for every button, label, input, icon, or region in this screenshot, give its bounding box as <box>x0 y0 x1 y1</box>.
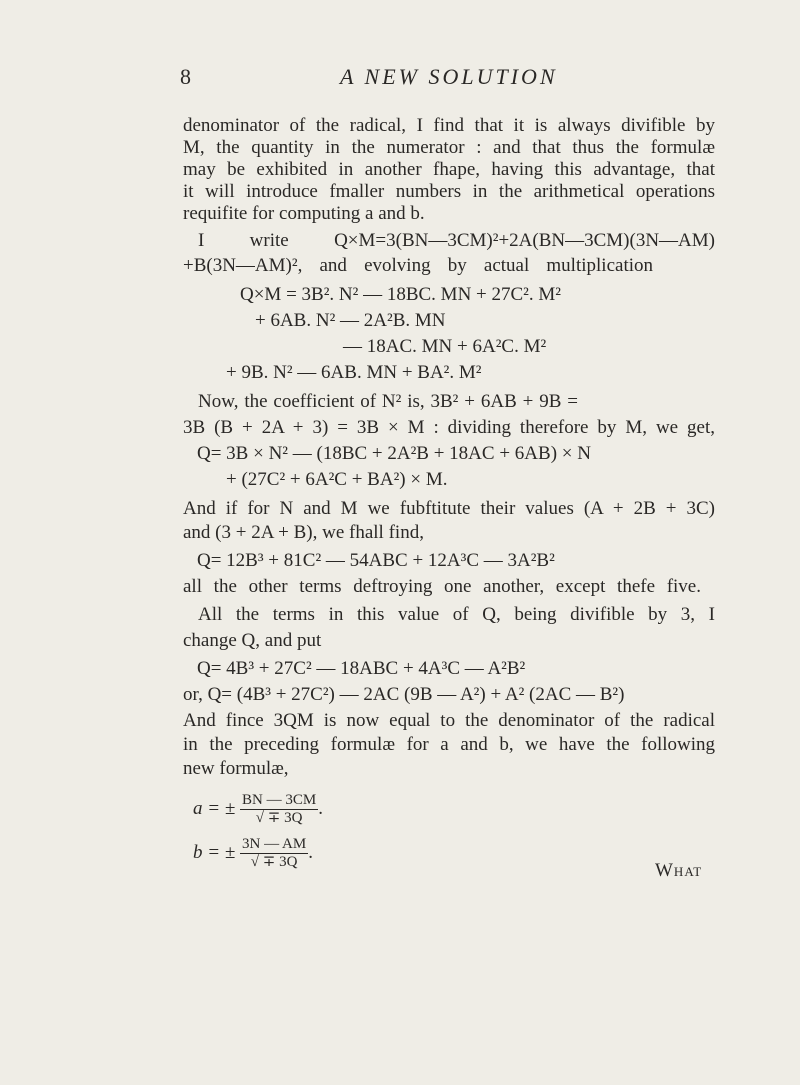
equation-line: + 9B. N² — 6AB. MN + BA². M² <box>226 362 482 383</box>
formula-b-fraction <box>240 836 308 871</box>
running-title: A NEW SOLUTION <box>340 64 558 89</box>
text-line: I write Q×M=3(BN—3CM)²+2A(BN—3CM)(3N—AM) <box>198 230 715 251</box>
formula-a-denominator: √ ∓ 3Q <box>255 810 303 826</box>
text-line: new formulæ, <box>183 758 289 779</box>
text-line: All the terms in this value of Q, being divifible by 3, I <box>198 604 715 625</box>
formula-a-numerator: BN — 3CM <box>242 792 317 808</box>
page-header <box>180 64 720 94</box>
text-line: change Q, and put <box>183 630 322 651</box>
formula-b-lhs: b = ± <box>193 841 236 863</box>
text-line: denominator of the radical, I find that it is always divifible by <box>183 115 715 136</box>
formula-a-fraction <box>240 792 318 827</box>
text-line: 3B (B + 2A + 3) = 3B × M : dividing therefore by M, we get, <box>183 417 715 438</box>
formula-a <box>193 792 323 827</box>
text-line: +B(3N—AM)², and evolving by actual multiplication <box>183 255 653 276</box>
formula-b-denominator: √ ∓ 3Q <box>250 854 298 870</box>
text-line: Now, the coefficient of N² is, 3B² + 6AB + 9B = <box>198 391 578 412</box>
text-line: all the other terms deftroying one another, except thefe five. <box>183 576 701 597</box>
formula-b-numerator: 3N — AM <box>242 836 307 852</box>
catchword: What <box>655 860 703 881</box>
formula-a-lhs: a = ± <box>193 797 236 819</box>
equation-line: or, Q= (4B³ + 27C²) — 2AC (9B — A²) + A² (2AC — B²) <box>183 684 625 705</box>
equation-line: Q= 12B³ + 81C² — 54ABC + 12A³C — 3A²B² <box>197 550 555 571</box>
text-line: M, the quantity in the numerator : and that thus the formulæ <box>183 137 715 158</box>
equation-line: — 18AC. MN + 6A²C. M² <box>343 336 547 357</box>
page-number: 8 <box>180 64 191 89</box>
text-line: And if for N and M we fubftitute their values (A + 2B + 3C) <box>183 498 715 519</box>
text-line: And fince 3QM is now equal to the denominator of the radical <box>183 710 715 731</box>
equation-line: Q×M = 3B². N² — 18BC. MN + 27C². M² <box>240 284 561 305</box>
equation-line: Q= 4B³ + 27C² — 18ABC + 4A³C — A²B² <box>197 658 526 679</box>
text-line: and (3 + 2A + B), we fhall find, <box>183 522 424 543</box>
equation-line: + (27C² + 6A²C + BA²) × M. <box>226 469 448 490</box>
equation-line: Q= 3B × N² — (18BC + 2A²B + 18AC + 6AB) × N <box>197 443 591 464</box>
text-line: may be exhibited in another fhape, having this advantage, that <box>183 159 715 180</box>
text-line: it will introduce fmaller numbers in the arithmetical operations <box>183 181 715 202</box>
text-line: in the preceding formulæ for a and b, we have the following <box>183 734 715 755</box>
formula-b <box>193 836 313 871</box>
formula-b-period: . <box>308 841 313 863</box>
text-line: requifite for computing a and b. <box>183 203 425 224</box>
equation-line: + 6AB. N² — 2A²B. MN <box>255 310 446 331</box>
formula-a-period: . <box>318 797 323 819</box>
